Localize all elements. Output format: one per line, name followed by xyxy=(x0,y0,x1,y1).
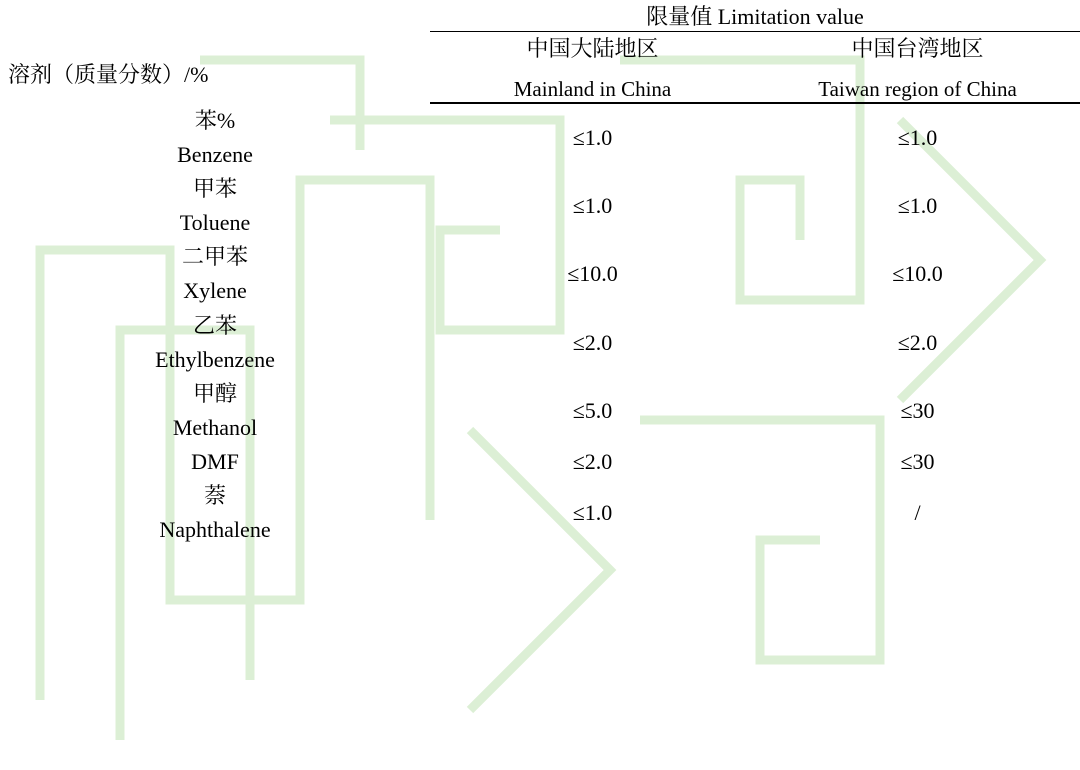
row-label-en: Ethylbenzene xyxy=(155,346,275,372)
table-row xyxy=(0,445,1080,479)
table-row xyxy=(0,309,1080,377)
row-label-en: Toluene xyxy=(179,210,251,236)
row-value-mainland: ≤5.0 xyxy=(572,397,613,423)
row-label-zh: 乙苯 xyxy=(192,312,237,338)
header-limitation-value: 限量值 Limitation value xyxy=(430,0,1080,32)
header-cell-solvent-label: 溶剂（质量分数）/% xyxy=(8,62,209,87)
row-label-en: Benzene xyxy=(177,142,253,168)
table-row xyxy=(0,377,1080,445)
row-value-taiwan: ≤2.0 xyxy=(897,329,938,355)
row-label-methanol xyxy=(0,377,430,445)
row-value-mainland: ≤1.0 xyxy=(572,125,613,151)
row-value-mainland: ≤1.0 xyxy=(572,193,613,219)
header-region-taiwan-en: Taiwan region of China xyxy=(818,77,1017,101)
row-label-zh: 萘 xyxy=(203,483,226,509)
row-label-zh: DMF xyxy=(191,448,239,474)
row-value-taiwan: ≤10.0 xyxy=(892,261,943,287)
table-row xyxy=(0,240,1080,308)
row-label-zh: 苯% xyxy=(194,108,236,133)
row-label-toluene xyxy=(0,172,430,240)
row-label-ethylbenzene xyxy=(0,309,430,377)
row-value-taiwan: ≤30 xyxy=(900,448,935,474)
header-region-mainland-en: Mainland in China xyxy=(513,77,672,101)
row-value-taiwan: ≤30 xyxy=(900,397,935,423)
row-value-mainland: ≤10.0 xyxy=(567,261,618,287)
header-region-taiwan-zh: 中国台湾地区 xyxy=(851,36,984,61)
row-label-en: Xylene xyxy=(183,278,247,304)
row-value-mainland: ≤1.0 xyxy=(572,500,613,526)
row-label-zh: 二甲苯 xyxy=(181,244,248,270)
row-value-taiwan: ≤1.0 xyxy=(897,193,938,219)
row-label-en: Methanol xyxy=(172,414,258,440)
row-value-taiwan: ≤1.0 xyxy=(897,125,938,151)
row-label-en: Naphthalene xyxy=(159,517,271,543)
header-region-mainland xyxy=(430,32,755,104)
header-region-mainland-zh: 中国大陆地区 xyxy=(526,36,659,61)
row-label-zh: 甲苯 xyxy=(192,176,237,202)
row-value-mainland: ≤2.0 xyxy=(572,329,613,355)
row-value-mainland: ≤2.0 xyxy=(572,448,613,474)
row-label-zh: 甲醇 xyxy=(192,380,237,406)
row-value-taiwan: / xyxy=(914,500,921,526)
row-label-xylene xyxy=(0,240,430,308)
table-row xyxy=(0,104,1080,172)
header-region-taiwan xyxy=(755,32,1080,104)
table-row xyxy=(0,479,1080,547)
table-header-row-group xyxy=(0,0,1080,32)
row-label-dmf xyxy=(0,445,430,479)
table-row xyxy=(0,172,1080,240)
row-label-benzene xyxy=(0,104,430,172)
row-label-naphthalene xyxy=(0,479,430,547)
